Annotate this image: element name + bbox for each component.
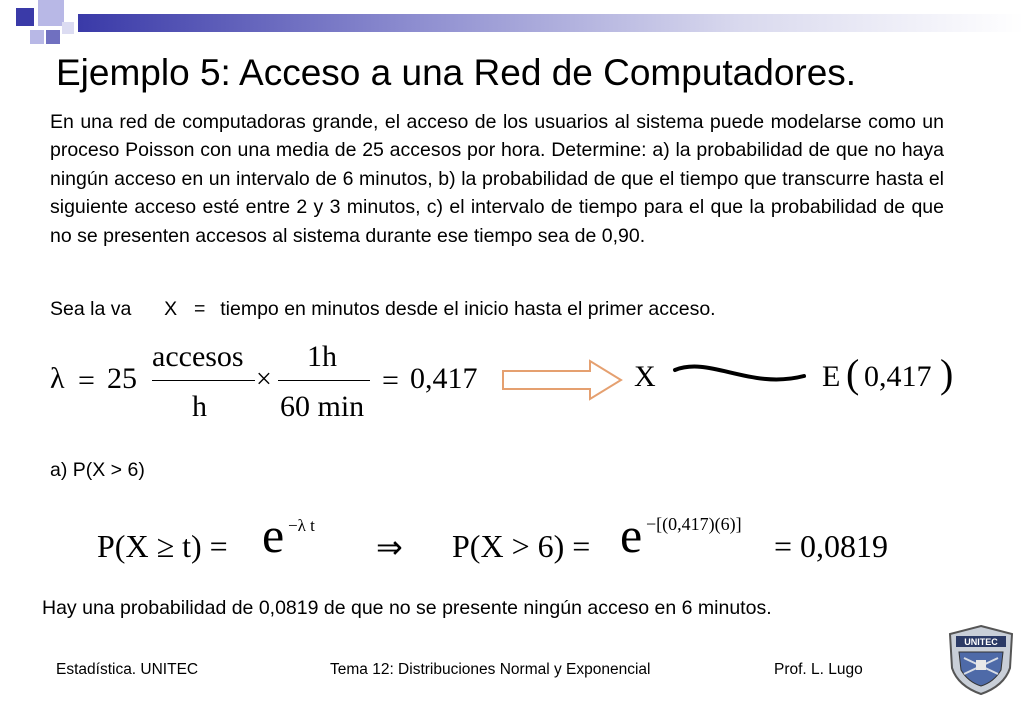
lambda-result: 0,417 xyxy=(410,362,478,395)
formula-result: = 0,0819 xyxy=(774,528,889,564)
var-text: tiempo en minutos desde el inicio hasta el primer acceso. xyxy=(220,298,716,320)
footer-right: Prof. L. Lugo xyxy=(774,661,863,678)
general-exponent: −λ t xyxy=(288,516,315,535)
lambda-eq1: = xyxy=(78,364,95,397)
frac1-denominator: h xyxy=(192,390,207,423)
dist-name: E xyxy=(822,360,841,393)
part-a-label: a) P(X > 6) xyxy=(50,459,145,481)
implies-symbol: ⇒ xyxy=(376,529,403,565)
frac1-numerator: accesos xyxy=(152,340,244,373)
var-prefix: Sea la va xyxy=(50,298,132,320)
unitec-logo xyxy=(946,624,1016,696)
dist-paren-close: ) xyxy=(940,351,954,396)
footer-center: Tema 12: Distribuciones Normal y Exponencial xyxy=(330,661,651,678)
general-e: e xyxy=(262,507,285,563)
footer-left: Estadística. UNITEC xyxy=(56,661,199,678)
lambda-eq2: = xyxy=(382,364,399,397)
header-gradient-band xyxy=(78,14,1024,32)
dist-paren-open: ( xyxy=(846,351,860,396)
specific-lhs: P(X > 6) = xyxy=(452,528,591,564)
var-name: X xyxy=(164,298,178,320)
svg-text:UNITEC: UNITEC xyxy=(964,637,998,647)
tilde-icon xyxy=(670,362,810,394)
lambda-symbol: λ xyxy=(50,362,65,395)
problem-statement: En una red de computadoras grande, el acceso de los usuarios al sistema puede modelarse como un proceso Poisson con una media de 25 accesos por hora. Determine: a) la probabilidad de que no haya ningún acceso en un intervalo de 6 minutos, b) la probabilidad de que el tiempo que transcurre hasta el siguiente acceso esté entre 2 y 3 minutos, c) el intervalo de tiempo para el que la probabilidad de que no se presenten accesos al sistema durante ese tiempo sea de 0,90. xyxy=(50,111,944,247)
lambda-value: 25 xyxy=(107,362,137,395)
right-arrow-icon xyxy=(500,358,626,402)
dist-var: X xyxy=(634,360,656,393)
frac2-bar xyxy=(278,380,370,381)
frac2-numerator: 1h xyxy=(307,340,337,373)
variable-definition xyxy=(50,298,716,321)
frac2-denominator: 60 min xyxy=(280,390,365,423)
frac1-bar xyxy=(152,380,255,381)
general-lhs: P(X ≥ t) = xyxy=(97,528,228,564)
conclusion: Hay una probabilidad de 0,0819 de que no se presente ningún acceso en 6 minutos. xyxy=(42,597,772,619)
specific-exponent: −[(0,417)(6)] xyxy=(646,514,742,534)
var-eq: = xyxy=(194,298,206,320)
times-symbol: × xyxy=(256,364,272,395)
dist-param: 0,417 xyxy=(864,360,932,393)
page-title: Ejemplo 5: Acceso a una Red de Computadores. xyxy=(56,52,857,93)
specific-e: e xyxy=(620,507,643,563)
